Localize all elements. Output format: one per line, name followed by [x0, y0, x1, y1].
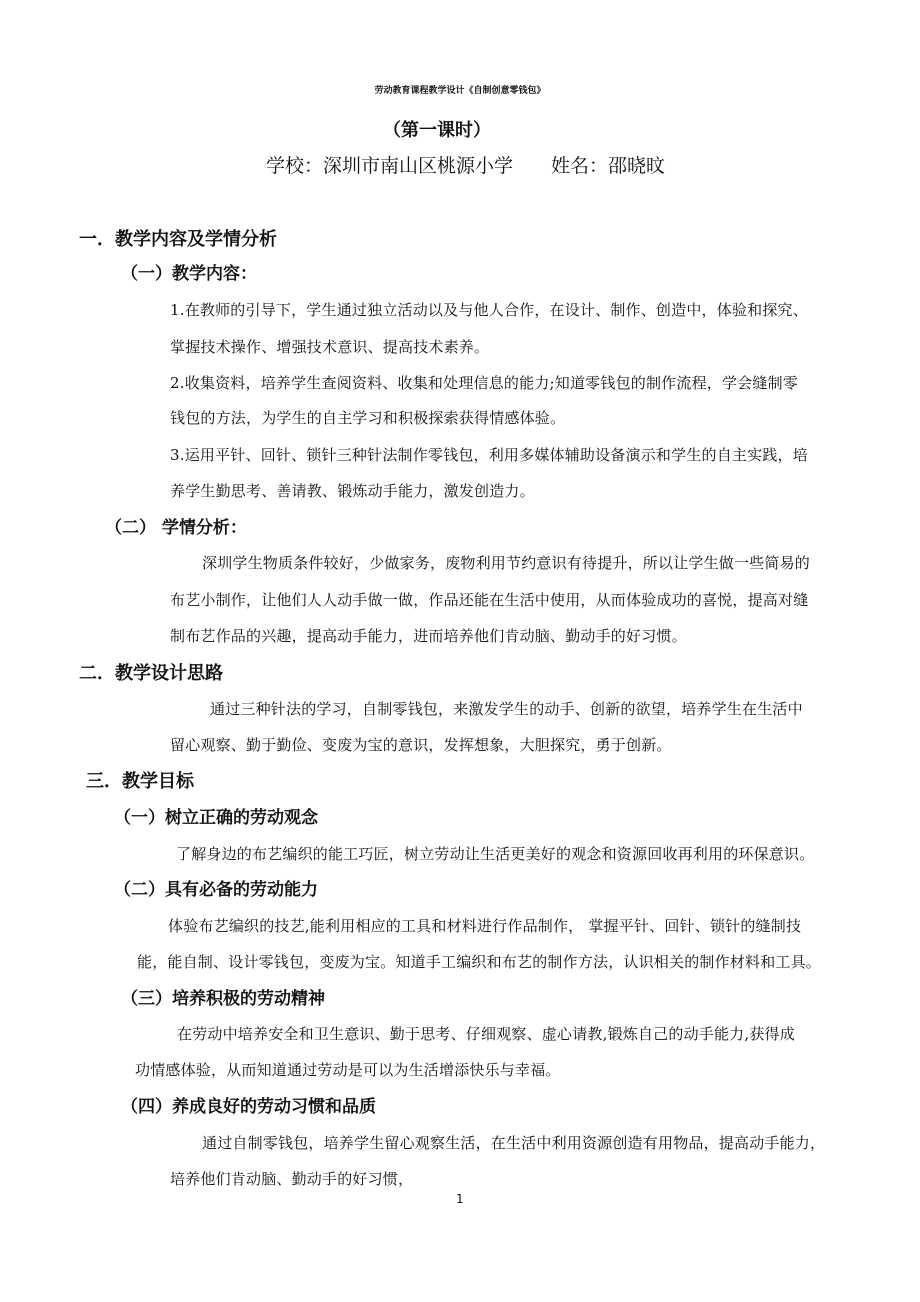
goal-1-heading: （一）树立正确的劳动观念 [114, 808, 318, 828]
paragraph-line: 布艺小制作，让他们人人动手做一做，作品还能在生活中使用，从而体验成功的喜悦，提高对缝 [170, 591, 809, 609]
page-number: 1 [456, 1192, 464, 1206]
goal-2-heading: （二）具有必备的劳动能力 [114, 880, 318, 900]
paragraph-line: 在劳动中培养安全和卫生意识、勤于思考、仔细观察、虚心请教,锻炼自己的动手能力,获得成 [177, 1025, 795, 1043]
paragraph-line: 了解身边的布艺编织的能工巧匠，树立劳动让生活更美好的观念和资源回收再利用的环保意识。 [176, 845, 815, 863]
subsection-1-1-heading: （一）教学内容： [121, 264, 257, 284]
paragraph-line: 养学生勤思考、善请教、锻炼动手能力，激发创造力。 [170, 482, 535, 500]
subsection-1-2-heading: （二） 学情分析： [105, 518, 247, 538]
goal-4-heading: （四）养成良好的劳动习惯和品质 [121, 1097, 376, 1117]
paragraph-line: 能，能自制、设计零钱包，变废为宝。知道手工编织和布艺的制作方法，认识相关的制作材料和工具。 [137, 953, 822, 971]
paragraph-line: 功情感体验，从而知道通过劳动是可以为生活增添快乐与幸福。 [135, 1061, 561, 1079]
paragraph-line: 体验布艺编织的技艺,能利用相应的工具和材料进行作品制作， 掌握平针、回针、锁针的缝制技 [168, 917, 802, 935]
paragraph-line: 通过自制零钱包，培养学生留心观察生活，在生活中利用资源创造有用物品，提高动手能力， [202, 1134, 826, 1152]
goal-3-heading: （三）培养积极的劳动精神 [121, 989, 325, 1009]
paragraph-line: 2.收集资料，培养学生查阅资料、收集和处理信息的能力;知道零钱包的制作流程，学会缝制零 [170, 374, 798, 392]
paragraph-line: 通过三种针法的学习，自制零钱包，来激发学生的动手、创新的欲望，培养学生在生活中 [210, 700, 803, 718]
section-1-heading: 一．教学内容及学情分析 [79, 229, 277, 250]
paragraph-line: 钱包的方法，为学生的自主学习和积极探索获得情感体验。 [170, 409, 566, 427]
paragraph-line: 3.运用平针、回针、锁针三种针法制作零钱包，利用多媒体辅助设备演示和学生的自主实践，培 [170, 446, 808, 464]
paragraph-line: 留心观察、勤于勤俭、变废为宝的意识，发挥想象，大胆探究，勇于创新。 [170, 736, 672, 754]
section-3-heading: 三．教学目标 [86, 771, 194, 792]
paragraph-line: 深圳学生物质条件较好，少做家务，废物利用节约意识有待提升，所以让学生做一些简易的 [202, 554, 811, 572]
school-author-line: 学校：深圳市南山区桃源小学 姓名：邵晓旼 [266, 155, 666, 177]
section-2-heading: 二．教学设计思路 [79, 663, 223, 684]
document-title: 劳动教育课程教学设计《自制创意零钱包》 [374, 86, 546, 96]
paragraph-line: 培养他们肯动脑、勤动手的好习惯， [170, 1170, 414, 1188]
paragraph-line: 制布艺作品的兴趣，提高动手能力，进而培养他们肯动脑、勤动手的好习惯。 [170, 627, 687, 645]
lesson-label: （第一课时） [383, 120, 491, 141]
paragraph-line: 掌握技术操作、增强技术意识、提高技术素养。 [170, 338, 490, 356]
paragraph-line: 1.在教师的引导下，学生通过独立活动以及与他人合作，在设计、制作、创造中，体验和探究、 [170, 301, 808, 319]
